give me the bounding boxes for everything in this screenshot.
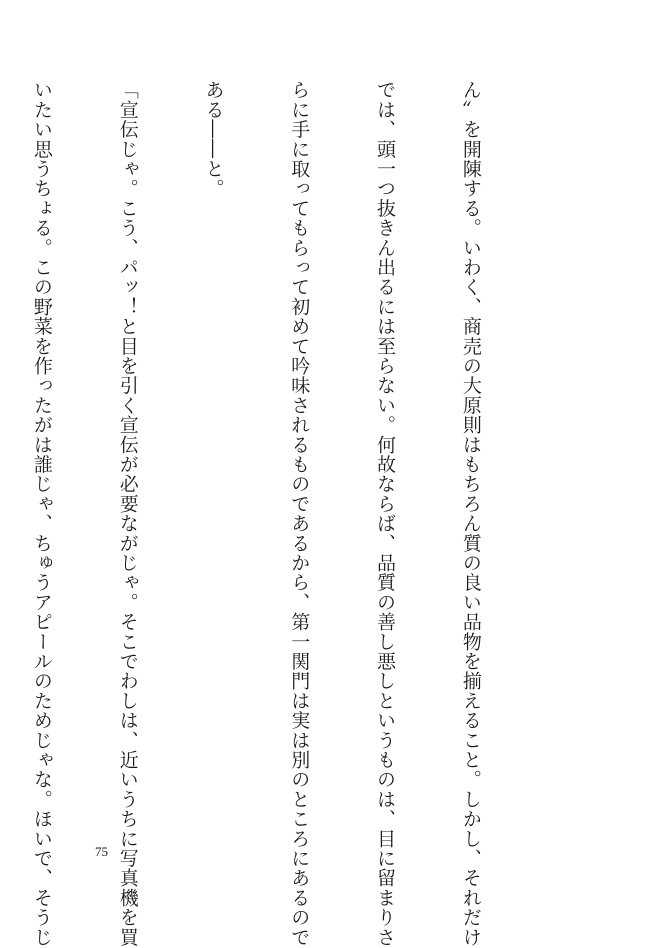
page-number: 75	[95, 844, 108, 859]
text-line: ある――と。	[202, 80, 225, 199]
text-line: 「宣伝じゃ。こう、パッ！と目を引く宣伝が必要ながじゃ。そこでわしは、近いうちに写真機を買	[116, 80, 139, 947]
text-line: では、頭一つ抜きん出るには至らない。何故ならば、品質の善し悪しというものは、目に留まりさ	[374, 80, 397, 947]
text-line: らに手に取ってもらって初めて吟味されるものであるから、第一関門は実は別のところにあるので	[288, 80, 311, 947]
text-line: ん〟を開陳する。いわく、商売の大原則はもちろん質の良い品物を揃えること。しかし、それだけ	[459, 80, 482, 947]
text-line: いたい思うちょる。この野菜を作ったがは誰じゃ、ちゅうアピールのためじゃな。ほいで、そうじ	[30, 80, 53, 947]
